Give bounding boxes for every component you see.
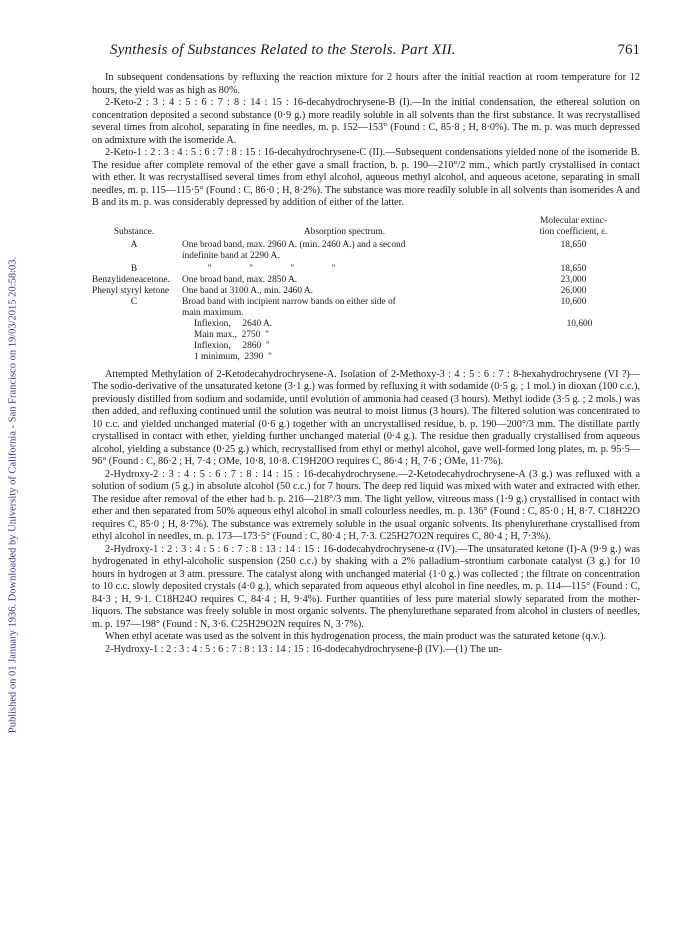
cell-substance: Benzylideneacetone.: [92, 274, 170, 285]
cell-substance: C: [130, 296, 138, 307]
cell-substance: [92, 319, 176, 363]
cell-coefficient: 10,600: [560, 296, 587, 307]
col-header-spectrum: Absorption spectrum.: [303, 226, 386, 237]
cell-coefficient: 23,000: [560, 274, 587, 285]
paragraph: When ethyl acetate was used as the solvent in this hydrogenation process, the main product was the saturated ketone (q.v.).: [105, 631, 606, 642]
page-header: [92, 42, 640, 64]
cell-spectrum: Inflexion, 2640 A. Main max., 2750 " Inflexion, 2860 " 1 minimum, 2390 ": [194, 318, 273, 362]
paragraph: Attempted Methylation of 2-Ketodecahydrochrysene-A. Isolation of 2-Methoxy-3 : 4 : 5 : 6 : 7 : 8-hexahydrochrysene (VI ?)—The sodio-derivative of the unsaturated ketone (3·1 g.) was formed by refluxing it with sodamide (0·5 g. ; 1 mol.) in dioxan (100 c.c.), previously distilled from sodium and sodamide, until evolution of ammonia had ceased (3 hours). Methyl iodide (3·5 g. ; 2 mols.) was then added, and refluxing continued until the solution was neutral to moist litmus (3 hours). The filtered solution was concentrated to 10 c.c. and yielded unchanged material (0·6 g.) together with an uncrystallised residue, b. p. 190—200°/3 mm. The distillate partly crystallised in contact with ether, yielding further unchanged material (0·4 g.). The residue then gradually crystallised from aqueous alcohol, yielding a substance (0·25 g.) which, recrystallised from ethyl or methyl alcohol, gave well-formed long plates, m. p. 95·5—96° (Found : C, 86·2 ; H, 7·4 ; OMe, 10·8, 10·8. C19H20O requires C, 86·4 ; H, 7·6 ; OMe, 11·7%).: [92, 368, 641, 467]
paragraph: 2-Keto-2 : 3 : 4 : 5 : 6 : 7 : 8 : 14 : 15 : 16-decahydrochrysene-B (I).—In the initial condensation, the ethereal solution on concentration deposited a second substance (0·9 g.) more readily soluble in all solvents than the first substance. It was recrystallised several times from alcohol, separating in fine needles, m. p. 152—153° (Found : C, 85·8 ; H, 8·0%). The m. p. was much depressed on admixture with the isomeride A.: [92, 97, 640, 146]
paragraph: In subsequent condensations by refluxing the reaction mixture for 2 hours after the initial reaction at room temperature for 12 hours, the yield was as high as 80%.: [92, 72, 640, 96]
download-provenance-note: [6, 100, 20, 890]
cell-substance: A: [130, 239, 138, 250]
cell-coefficient: 18,650: [560, 263, 587, 274]
paragraph: 2-Keto-1 : 2 : 3 : 4 : 5 : 6 : 7 : 8 : 15 : 16-decahydrochrysene-C (II).—Subsequent condensations yielded none of the isomeride B. The residue after complete removal of the ether gave a small fraction, b. p. 190—210°/2 mm., which partly crystallised in contact with ether. It was recrystallised several times from ethyl alcohol, aqueous methyl alcohol, and aqueous acetone, separating in small needles, m. p. 115—115·5° (Found : C, 86·0 ; H, 8·2%). The substance was more readily soluble in all solvents than isomerides A and B and its m. p. was considerably depressed by addition of either of the latter.: [92, 147, 640, 208]
cell-coefficient: 26,000: [560, 285, 587, 296]
table-row: [92, 297, 640, 319]
cell-spectrum: One broad band, max. 2850 A.: [182, 274, 298, 285]
table-row: [92, 275, 640, 286]
paragraph: 2-Hydroxy-1 : 2 : 3 : 4 : 5 : 6 : 7 : 8 : 13 : 14 : 15 : 16-dodecahydrochrysene-β (IV).—(1) The un-: [105, 643, 502, 655]
table-row: [92, 238, 640, 262]
col-header-substance: Substance.: [113, 226, 155, 237]
cell-spectrum: One broad band, max. 2960 A. (min. 2460 A.) and a second indefinite band at 2290 A.: [182, 239, 406, 261]
table-row: [92, 319, 640, 363]
table-row: [92, 262, 640, 275]
cell-spectrum: Broad band with incipient narrow bands on either side of main maximum.: [182, 296, 396, 318]
running-title: Synthesis of Substances Related to the Sterols. Part XII.: [110, 42, 456, 58]
cell-substance: B: [130, 263, 138, 274]
cell-coefficient: 10,600: [566, 318, 593, 329]
table-row: [92, 286, 640, 297]
paragraph: 2-Hydroxy-1 : 2 : 3 : 4 : 5 : 6 : 7 : 8 : 13 : 14 : 15 : 16-dodecahydrochrysene-α (IV).—The unsaturated ketone (I)-A (9·9 g.) was hydrogenated in ethyl-alcoholic suspension (250 c.c.) by shaking with a 2% palladium–strontium carbonate catalyst (3 g.) for 10 hours in hydrogen at 3 atm. pressure. The catalyst along with unchanged material (1·0 g.) was collected ; the filtrate on concentration to 10 c.c. slowly deposited crystals (4·0 g.), which separated from aqueous ethyl alcohol in fine needles, m. p. 114—115° (Found : C, 84·3 ; H, 9·1. C18H24O requires C, 84·4 ; H, 9·4%). Further quantities of less pure material slowly separated from the mother-liquors. The substance was freely soluble in most organic solvents. The phenylurethane separated from alcohol in clusters of needles, m. p. 197—198° (Found : N, 3·6. C25H29O2N requires N, 3·7%).: [92, 543, 640, 630]
cell-spectrum: One band at 3100 A., min. 2460 A.: [182, 285, 313, 296]
paragraph: 2-Hydroxy-2 : 3 : 4 : 5 : 6 : 7 : 8 : 14 : 15 : 16-decahydrochrysene.—2-Ketodecahydrochrysene-A (3 g.) was refluxed with a solution of sodium (5 g.) in absolute alcohol (50 c.c.) for 7 hours. The deep red liquid was mixed with water and extracted with ether. The residue after removal of the ether had b. p. 216—218°/3 mm. The light yellow, vitreous mass (1·9 g.) crystallised in contact with ether and then separated from 50% aqueous ethyl alcohol in small colourless needles, m. p. 136° (Found : C, 85·0 ; H, 8·7. C18H22O requires C, 85·0 ; H, 8·7%). The substance was extremely soluble in the usual organic solvents. Its phenylurethane crystallised from ethyl alcohol in needles, m. p. 173—173·5° (Found : C, 80·4 ; H, 7·3. C25H27O2N requires C, 80·4 ; H, 7·3%).: [92, 468, 640, 542]
margin-note-text: Published on 01 January 1936. Downloaded by University of California - San Francisco on 19/03/2015 20:58:03.: [7, 256, 19, 734]
cell-spectrum: " " " ": [182, 263, 336, 274]
page-number: 761: [617, 42, 640, 58]
cell-substance: Phenyl styryl ketone: [92, 285, 170, 296]
col-header-coefficient: Molecular extinc- tion coefficient, ε.: [539, 215, 608, 237]
absorption-table: [92, 212, 640, 363]
cell-coefficient: 18,650: [560, 239, 587, 250]
article-body: [92, 72, 640, 656]
table-header-row: [92, 212, 640, 238]
